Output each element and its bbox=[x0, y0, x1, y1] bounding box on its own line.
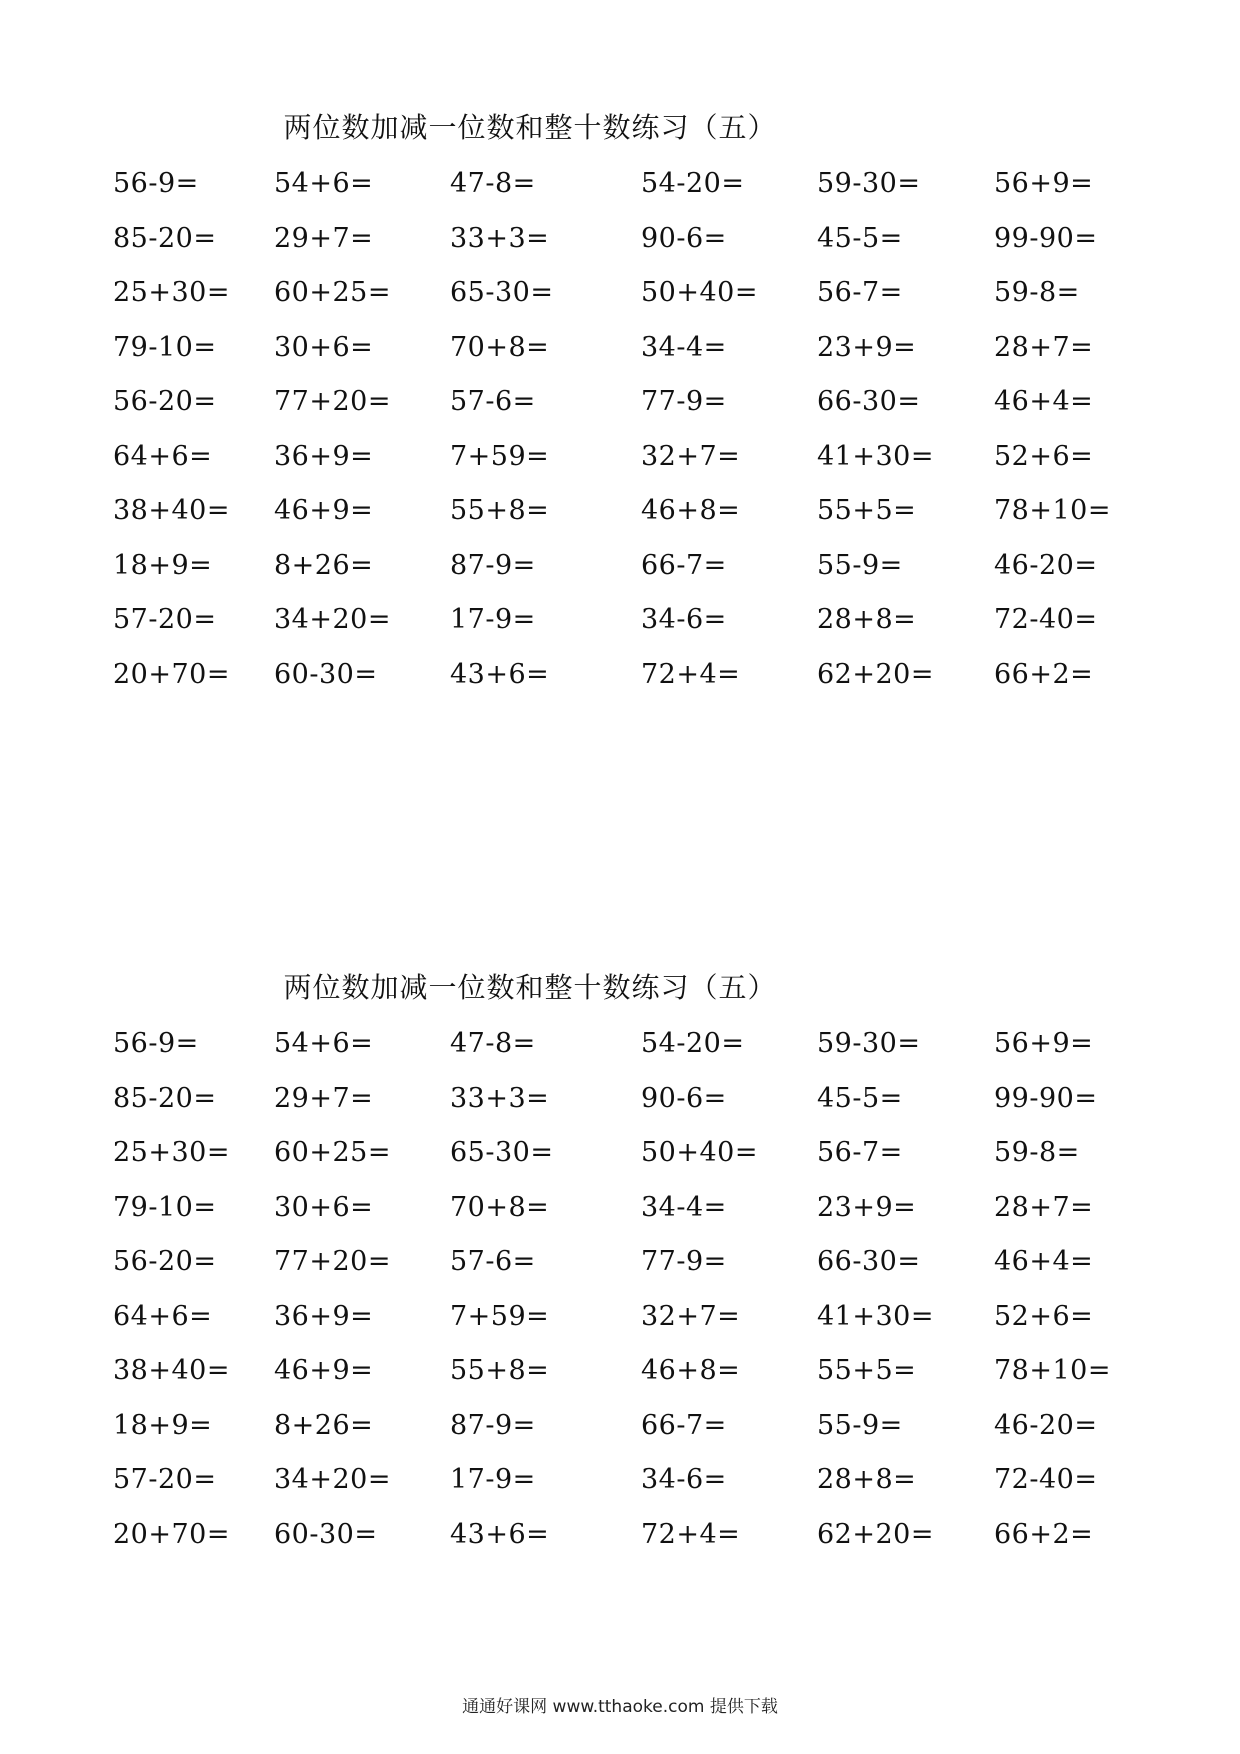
math-problem: 55-9= bbox=[817, 549, 903, 581]
math-problem: 72-40= bbox=[994, 1464, 1098, 1495]
math-problem: 47-8= bbox=[450, 168, 536, 199]
problem-row bbox=[0, 1133, 1240, 1188]
math-problem: 56-9= bbox=[113, 168, 199, 199]
math-problem: 29+7= bbox=[274, 222, 374, 254]
math-problem: 57-20= bbox=[113, 604, 217, 635]
math-problem: 28+8= bbox=[817, 1464, 917, 1495]
math-problem: 77+20= bbox=[274, 1246, 391, 1277]
math-problem: 17-9= bbox=[450, 1464, 536, 1495]
math-problem: 56-7= bbox=[817, 277, 903, 308]
math-problem: 46-20= bbox=[994, 549, 1098, 581]
worksheet-title: 两位数加减一位数和整十数练习（五） bbox=[283, 111, 777, 144]
math-problem: 28+7= bbox=[994, 1191, 1094, 1223]
math-problem: 46-20= bbox=[994, 1409, 1098, 1441]
math-problem: 18+9= bbox=[113, 1409, 213, 1441]
math-problem: 46+4= bbox=[994, 1246, 1094, 1277]
math-problem: 57-6= bbox=[450, 1246, 536, 1277]
math-problem: 46+8= bbox=[641, 495, 741, 526]
problem-row bbox=[0, 546, 1240, 601]
math-problem: 20+70= bbox=[113, 1518, 230, 1550]
math-problem: 77+20= bbox=[274, 386, 391, 417]
math-problem: 55-9= bbox=[817, 1409, 903, 1441]
problem-row bbox=[0, 1242, 1240, 1297]
math-problem: 66+2= bbox=[994, 1518, 1094, 1550]
math-problem: 77-9= bbox=[641, 386, 727, 417]
math-problem: 90-6= bbox=[641, 222, 727, 254]
problem-row bbox=[0, 382, 1240, 437]
problem-grid bbox=[0, 164, 1240, 709]
math-problem: 34-4= bbox=[641, 1191, 727, 1223]
math-problem: 32+7= bbox=[641, 1300, 741, 1332]
math-problem: 56-9= bbox=[113, 1028, 199, 1059]
math-problem: 70+8= bbox=[450, 1191, 550, 1223]
math-problem: 18+9= bbox=[113, 549, 213, 581]
math-problem: 41+30= bbox=[817, 1300, 934, 1332]
math-problem: 59-30= bbox=[817, 1028, 921, 1059]
problem-row bbox=[0, 1460, 1240, 1515]
math-problem: 25+30= bbox=[113, 1137, 230, 1168]
math-problem: 54+6= bbox=[274, 168, 374, 199]
math-problem: 34-4= bbox=[641, 331, 727, 363]
worksheet-title: 两位数加减一位数和整十数练习（五） bbox=[283, 971, 777, 1004]
math-problem: 20+70= bbox=[113, 658, 230, 690]
math-problem: 25+30= bbox=[113, 277, 230, 308]
math-problem: 30+6= bbox=[274, 1191, 374, 1223]
math-problem: 72+4= bbox=[641, 658, 741, 690]
math-problem: 55+5= bbox=[817, 495, 917, 526]
math-problem: 66-7= bbox=[641, 549, 727, 581]
math-problem: 36+9= bbox=[274, 1300, 374, 1332]
math-problem: 78+10= bbox=[994, 495, 1111, 526]
math-problem: 33+3= bbox=[450, 222, 550, 254]
math-problem: 78+10= bbox=[994, 1355, 1111, 1386]
math-problem: 87-9= bbox=[450, 549, 536, 581]
math-problem: 70+8= bbox=[450, 331, 550, 363]
math-problem: 64+6= bbox=[113, 440, 213, 472]
math-problem: 54+6= bbox=[274, 1028, 374, 1059]
math-problem: 23+9= bbox=[817, 331, 917, 363]
math-problem: 34+20= bbox=[274, 1464, 391, 1495]
math-problem: 28+8= bbox=[817, 604, 917, 635]
problem-row bbox=[0, 1188, 1240, 1243]
math-problem: 87-9= bbox=[450, 1409, 536, 1441]
problem-row bbox=[0, 1297, 1240, 1352]
math-problem: 59-8= bbox=[994, 1137, 1080, 1168]
math-problem: 23+9= bbox=[817, 1191, 917, 1223]
math-problem: 43+6= bbox=[450, 1518, 550, 1550]
problem-row bbox=[0, 328, 1240, 383]
math-problem: 64+6= bbox=[113, 1300, 213, 1332]
problem-row bbox=[0, 1079, 1240, 1134]
math-problem: 62+20= bbox=[817, 1518, 934, 1550]
math-problem: 34+20= bbox=[274, 604, 391, 635]
math-problem: 8+26= bbox=[274, 1409, 374, 1441]
math-problem: 55+8= bbox=[450, 1355, 550, 1386]
problem-row bbox=[0, 1024, 1240, 1079]
problem-row bbox=[0, 600, 1240, 655]
math-problem: 65-30= bbox=[450, 1137, 554, 1168]
math-problem: 52+6= bbox=[994, 1300, 1094, 1332]
footer-credit: 通通好课网 www.tthaoke.com 提供下载 bbox=[462, 1697, 778, 1717]
math-problem: 54-20= bbox=[641, 1028, 745, 1059]
math-problem: 28+7= bbox=[994, 331, 1094, 363]
math-problem: 46+9= bbox=[274, 1355, 374, 1386]
math-problem: 7+59= bbox=[450, 1300, 550, 1332]
math-problem: 56+9= bbox=[994, 168, 1094, 199]
math-problem: 8+26= bbox=[274, 549, 374, 581]
math-problem: 29+7= bbox=[274, 1082, 374, 1114]
math-problem: 57-20= bbox=[113, 1464, 217, 1495]
math-problem: 60+25= bbox=[274, 1137, 391, 1168]
problem-row bbox=[0, 437, 1240, 492]
math-problem: 45-5= bbox=[817, 222, 903, 254]
math-problem: 56-20= bbox=[113, 1246, 217, 1277]
problem-row bbox=[0, 273, 1240, 328]
math-problem: 55+8= bbox=[450, 495, 550, 526]
math-problem: 60+25= bbox=[274, 277, 391, 308]
math-problem: 32+7= bbox=[641, 440, 741, 472]
math-problem: 85-20= bbox=[113, 1082, 217, 1114]
math-problem: 79-10= bbox=[113, 1191, 217, 1223]
math-problem: 77-9= bbox=[641, 1246, 727, 1277]
math-problem: 62+20= bbox=[817, 658, 934, 690]
math-problem: 57-6= bbox=[450, 386, 536, 417]
math-problem: 46+4= bbox=[994, 386, 1094, 417]
math-problem: 55+5= bbox=[817, 1355, 917, 1386]
math-problem: 59-30= bbox=[817, 168, 921, 199]
math-problem: 85-20= bbox=[113, 222, 217, 254]
math-problem: 60-30= bbox=[274, 1518, 378, 1550]
math-problem: 47-8= bbox=[450, 1028, 536, 1059]
math-problem: 66-30= bbox=[817, 1246, 921, 1277]
problem-row bbox=[0, 491, 1240, 546]
math-problem: 60-30= bbox=[274, 658, 378, 690]
math-problem: 33+3= bbox=[450, 1082, 550, 1114]
problem-row bbox=[0, 1515, 1240, 1570]
math-problem: 72+4= bbox=[641, 1518, 741, 1550]
math-problem: 72-40= bbox=[994, 604, 1098, 635]
math-problem: 46+8= bbox=[641, 1355, 741, 1386]
problem-row bbox=[0, 1406, 1240, 1461]
math-problem: 43+6= bbox=[450, 658, 550, 690]
math-problem: 79-10= bbox=[113, 331, 217, 363]
problem-row bbox=[0, 164, 1240, 219]
math-problem: 66-7= bbox=[641, 1409, 727, 1441]
math-problem: 34-6= bbox=[641, 1464, 727, 1495]
math-problem: 38+40= bbox=[113, 1355, 230, 1386]
math-problem: 99-90= bbox=[994, 1082, 1098, 1114]
math-problem: 99-90= bbox=[994, 222, 1098, 254]
math-problem: 50+40= bbox=[641, 277, 758, 308]
math-problem: 52+6= bbox=[994, 440, 1094, 472]
math-problem: 38+40= bbox=[113, 495, 230, 526]
math-problem: 56+9= bbox=[994, 1028, 1094, 1059]
problem-row bbox=[0, 655, 1240, 710]
math-problem: 17-9= bbox=[450, 604, 536, 635]
math-problem: 65-30= bbox=[450, 277, 554, 308]
math-problem: 56-7= bbox=[817, 1137, 903, 1168]
math-problem: 41+30= bbox=[817, 440, 934, 472]
math-problem: 54-20= bbox=[641, 168, 745, 199]
math-problem: 66+2= bbox=[994, 658, 1094, 690]
math-problem: 56-20= bbox=[113, 386, 217, 417]
math-problem: 90-6= bbox=[641, 1082, 727, 1114]
problem-row bbox=[0, 219, 1240, 274]
math-problem: 50+40= bbox=[641, 1137, 758, 1168]
math-problem: 45-5= bbox=[817, 1082, 903, 1114]
math-problem: 46+9= bbox=[274, 495, 374, 526]
math-problem: 7+59= bbox=[450, 440, 550, 472]
problem-row bbox=[0, 1351, 1240, 1406]
math-problem: 30+6= bbox=[274, 331, 374, 363]
problem-grid bbox=[0, 1024, 1240, 1569]
math-problem: 66-30= bbox=[817, 386, 921, 417]
math-problem: 34-6= bbox=[641, 604, 727, 635]
math-problem: 36+9= bbox=[274, 440, 374, 472]
math-problem: 59-8= bbox=[994, 277, 1080, 308]
